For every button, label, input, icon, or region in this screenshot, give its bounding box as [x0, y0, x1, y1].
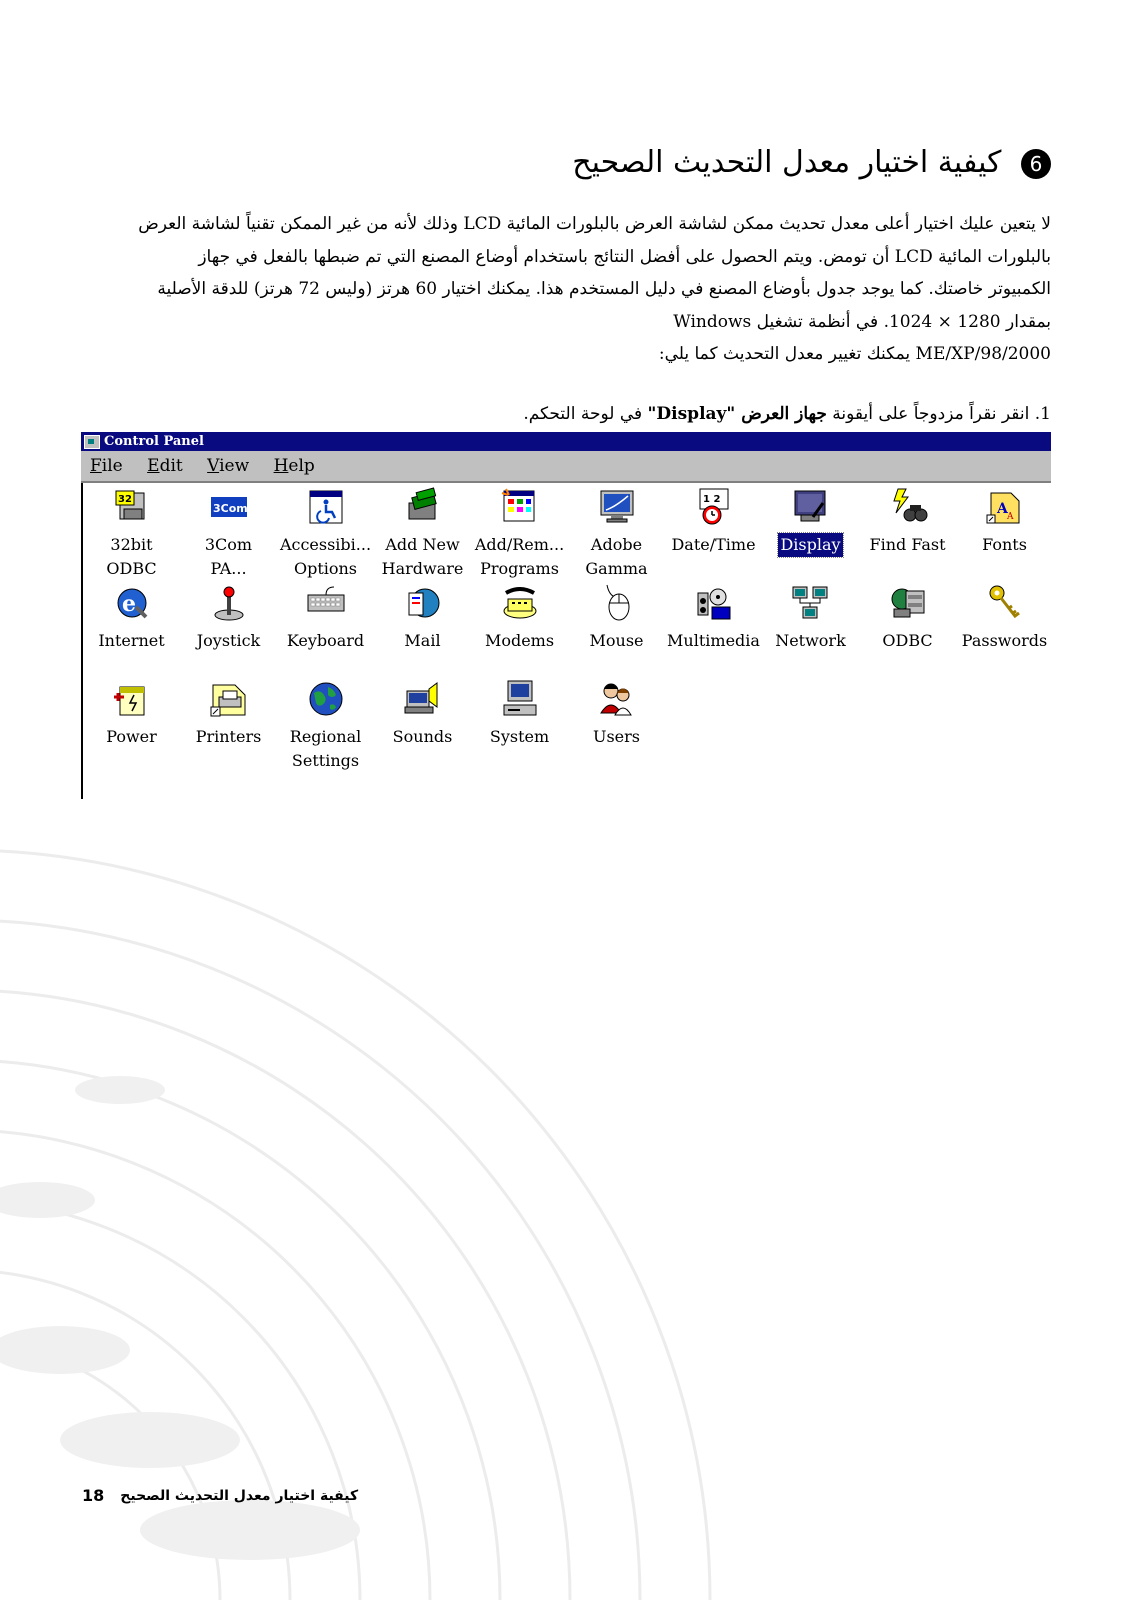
svg-text:32: 32 [117, 494, 132, 505]
network-icon [791, 583, 831, 623]
accessibility-icon [306, 487, 346, 527]
menu-edit[interactable]: Edit [147, 456, 183, 476]
control-panel-item[interactable] [374, 679, 471, 749]
control-panel-item[interactable] [277, 679, 374, 773]
control-panel-item[interactable] [762, 487, 859, 557]
control-panel-item[interactable] [956, 487, 1053, 557]
3com-icon [209, 487, 249, 527]
control-panel-item[interactable] [762, 583, 859, 653]
control-panel-item-label: Power [106, 727, 157, 746]
control-panel-item-label: Network [775, 631, 846, 650]
control-panel-window [81, 432, 1051, 799]
control-panel-item-label: Adobe Gamma [585, 535, 648, 578]
control-panel-item-label: Fonts [982, 535, 1027, 554]
system-icon [500, 679, 540, 719]
display-icon [791, 487, 831, 527]
paragraph-line: بمقدار 1280 × 1024. في أنظمة تشغيل Windows [673, 311, 1051, 332]
paragraph-line: لا يتعين عليك اختيار أعلى معدل تحديث ممكن لشاشة العرض بالبلورات المائية LCD وذلك لأنه من غير الممكن تقنياً لشاشة العرض [138, 214, 1051, 234]
modems-icon [500, 583, 540, 623]
control-panel-item-label: Keyboard [286, 631, 365, 650]
control-panel-item-label: Accessibi... Options [279, 535, 372, 578]
window-title: Control Panel [104, 434, 204, 449]
control-panel-item[interactable] [374, 583, 471, 653]
menu-bar [81, 451, 1051, 483]
step-1-suffix: في لوحة التحكم. [523, 404, 643, 424]
svg-text:1 2: 1 2 [702, 494, 720, 505]
add-hardware-icon [403, 487, 443, 527]
control-panel-item-label: Users [592, 727, 641, 746]
control-panel-item-label: Mail [404, 631, 441, 650]
date-time-icon [694, 487, 734, 527]
control-panel-item-label: Passwords [961, 631, 1048, 650]
control-panel-item-label: 3Com PA... [204, 535, 253, 578]
control-panel-item[interactable] [180, 487, 277, 581]
control-panel-item[interactable] [83, 679, 180, 749]
control-panel-item-label: Joystick [196, 631, 261, 650]
menu-file[interactable]: File [90, 456, 123, 476]
control-panel-item-label: Regional Settings [289, 727, 362, 770]
svg-text:A: A [1006, 512, 1013, 522]
power-icon [112, 679, 152, 719]
regional-settings-icon [306, 679, 346, 719]
footer-text: كيفية اختيار معدل التحديث الصحيح [120, 1487, 359, 1504]
control-panel-item[interactable] [568, 679, 665, 749]
step-1-bold: جهاز العرض "Display" [647, 404, 827, 424]
control-panel-item[interactable] [568, 583, 665, 653]
section-title-text: كيفية اختيار معدل التحديث الصحيح [572, 145, 1002, 180]
svg-text:3Com: 3Com [212, 502, 248, 515]
paragraph-line: الكمبيوتر خاصتك. كما يوجد جدول بأوضاع المصنع في دليل المستخدم هذا. يمكنك اختيار 60 هرتز (وليس 72 هرتز) للدقة الأصلية [157, 279, 1051, 299]
fonts-icon [985, 487, 1025, 527]
control-panel-item-label: Date/Time [671, 535, 756, 554]
svg-text:e: e [121, 591, 136, 617]
control-panel-item-label: Display [778, 533, 842, 557]
control-panel-item[interactable] [83, 487, 180, 581]
control-panel-item[interactable] [180, 679, 277, 749]
control-panel-item-label: Printers [195, 727, 262, 746]
passwords-icon [985, 583, 1025, 623]
control-panel-item[interactable] [665, 487, 762, 557]
mouse-icon [597, 583, 637, 623]
printers-icon [209, 679, 249, 719]
control-panel-item-label: System [489, 727, 550, 746]
section-title [51, 145, 1051, 181]
window-titlebar[interactable] [81, 432, 1051, 451]
multimedia-icon [694, 583, 734, 623]
menu-help[interactable]: Help [273, 456, 315, 476]
paragraph-line: 98/2000/ME/XP يمكنك تغيير معدل التحديث كما يلي: [658, 344, 1051, 364]
add-remove-programs-icon [500, 487, 540, 527]
mail-icon [403, 583, 443, 623]
keyboard-icon [306, 583, 346, 623]
step-1-instruction [71, 398, 1051, 430]
control-panel-item[interactable] [277, 487, 374, 581]
users-icon [597, 679, 637, 719]
internet-icon [112, 583, 152, 623]
icon-grid [81, 483, 1053, 799]
control-panel-item[interactable] [180, 583, 277, 653]
control-panel-item-label: Add New Hardware [381, 535, 464, 578]
sounds-icon [403, 679, 443, 719]
control-panel-item[interactable] [277, 583, 374, 653]
control-panel-item-label: Multimedia [667, 631, 760, 650]
control-panel-item[interactable] [956, 583, 1053, 653]
page-number: 18 [82, 1486, 105, 1505]
control-panel-item-label: Find Fast [869, 535, 946, 554]
step-1-prefix: 1. انقر نقراً مزدوجاً على أيقونة [832, 404, 1051, 424]
odbc-icon [888, 583, 928, 623]
svg-text:A: A [996, 501, 1008, 517]
control-panel-item[interactable] [859, 487, 956, 557]
find-fast-icon [888, 487, 928, 527]
control-panel-item-label: ODBC [882, 631, 933, 650]
control-panel-item[interactable] [374, 487, 471, 581]
control-panel-item[interactable] [568, 487, 665, 581]
control-panel-item[interactable] [859, 583, 956, 653]
section-number-badge: 6 [1021, 149, 1051, 179]
control-panel-item-label: Add/Rem... Programs [474, 535, 565, 578]
joystick-icon [209, 583, 249, 623]
control-panel-item-label: 32bit ODBC [106, 535, 157, 578]
control-panel-item[interactable] [665, 583, 762, 653]
body-paragraph [71, 208, 1051, 371]
page-footer [82, 1486, 358, 1505]
control-panel-item[interactable] [471, 679, 568, 749]
control-panel-item-label: Internet [98, 631, 165, 650]
paragraph-line: بالبلورات المائية LCD أن تومض. ويتم الحصول على أفضل النتائج باستخدام أوضاع المصنع التي تم ضبطها بالفعل في جهاز [198, 246, 1051, 267]
control-panel-item-label: Modems [484, 631, 555, 650]
control-panel-item-label: Mouse [589, 631, 644, 650]
control-panel-item[interactable] [471, 583, 568, 653]
control-panel-icon [84, 435, 100, 449]
control-panel-item-label: Sounds [392, 727, 453, 746]
menu-view[interactable]: View [207, 456, 250, 476]
odbc32-icon [112, 487, 152, 527]
adobe-gamma-icon [597, 487, 637, 527]
control-panel-item[interactable] [471, 487, 568, 581]
control-panel-item[interactable] [83, 583, 180, 653]
